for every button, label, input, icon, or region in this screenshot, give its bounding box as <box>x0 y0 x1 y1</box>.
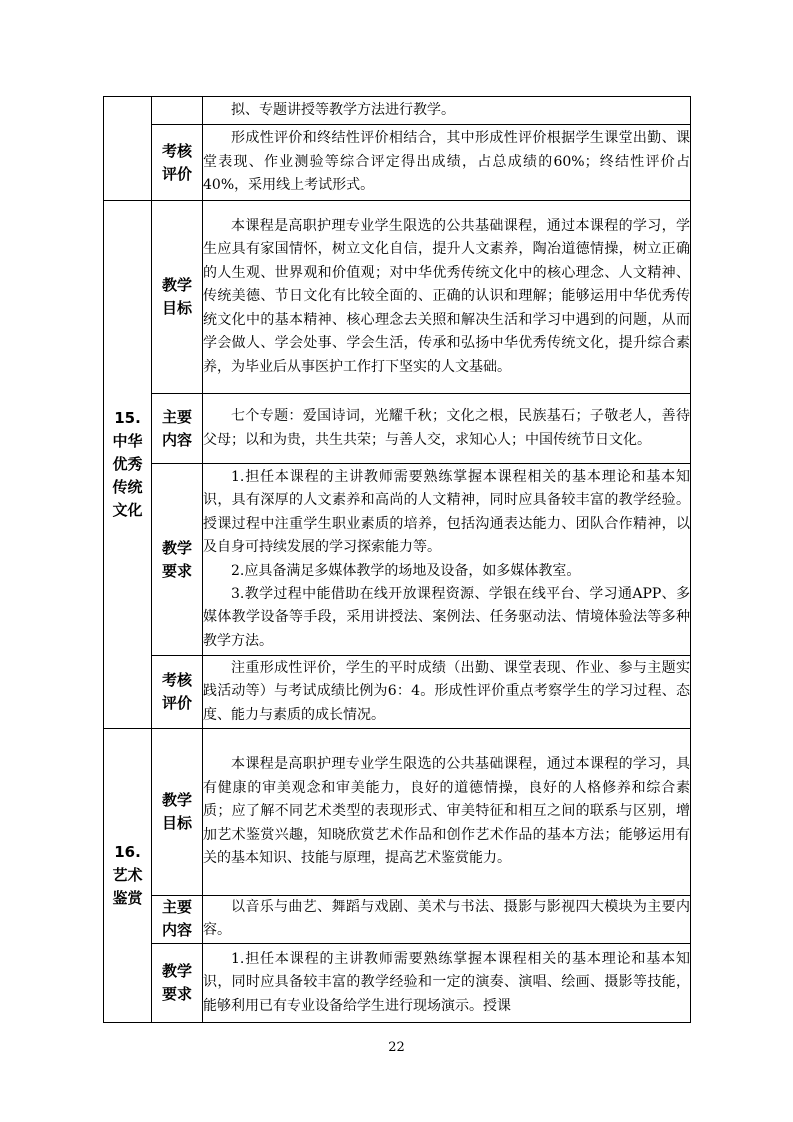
content-paragraph: 七个专题：爱国诗词，光耀千秋；文化之根，民族基石；子敬老人，善待父母；以和为贵，共生共荣；与善人交，求知心人；中国传统节日文化。 <box>203 408 690 448</box>
content-paragraph: 本课程是高职护理专业学生限选的公共基础课程，通过本课程的学习，具有健康的审美观念和审美能力，良好的道德情操，良好的人格修养和综合素质；应了解不同艺术类型的表现形式、审美特征和相互之间的联系与区别，增加艺术鉴赏兴趣，知晓欣赏艺术作品和创作艺术作品的基本方法；能够运用有关的基本知识、技能与原理，提高艺术鉴赏能力。 <box>203 756 690 867</box>
content-cell <box>203 394 691 464</box>
content-cell <box>203 896 691 944</box>
content-paragraph: 注重形成性评价，学生的平时成绩（出勤、课堂表现、作业、参与主题实践活动等）与考试成绩比例为6：4。形成性评价重点考察学生的学习过程、态度、能力与素质的成长情况。 <box>203 659 690 723</box>
row-label: 主要 内容 <box>152 896 203 944</box>
content-cell <box>203 729 691 896</box>
content-paragraph: 1.担任本课程的主讲教师需要熟练掌握本课程相关的基本理论和基本知识，具有深厚的人文素养和高尚的人文精神，同时应具备较丰富的教学经验。授课过程中注重学生职业素质的培养，包括沟通表达能力、团队合作精神，以及自身可持续发展的学习探索能力等。 <box>203 468 690 556</box>
course-name-cell-continued <box>104 97 152 201</box>
page-number: 22 <box>388 1040 405 1055</box>
content-cell <box>203 201 691 394</box>
content-paragraph: 本课程是高职护理专业学生限选的公共基础课程，通过本课程的学习，学生应具有家国情怀，树立文化自信，提升人文素养，陶冶道德情操，树立正确的人生观、世界观和价值观；对中华优秀传统文化中的核心理念、人文精神、传统美德、节日文化有比较全面的、正确的认识和理解；能够运用中华优秀传统文化中的基本精神、核心理念去关照和解决生活和学习中遇到的问题，从而学会做人、学会处事、学会生活，传承和弘扬中华优秀传统文化，提升综合素养，为毕业后从事医护工作打下坚实的人文基础。 <box>203 218 690 375</box>
course-name-cell: 16. 艺术 鉴赏 <box>104 729 152 1023</box>
content-paragraph: 1.担任本课程的主讲教师需要熟练掌握本课程相关的基本理论和基本知识，同时应具备较丰富的教学经验和一定的演奏、演唱、绘画、摄影等技能，能够利用已有专业设备给学生进行现场演示。授课 <box>203 950 690 1014</box>
row-label: 考核 评价 <box>152 125 203 201</box>
course-table <box>103 96 691 1023</box>
content-cell <box>203 943 691 1022</box>
content-paragraph: 以音乐与曲艺、舞蹈与戏剧、美术与书法、摄影与影视四大模块为主要内容。 <box>203 899 690 939</box>
row-label: 教学 要求 <box>152 464 203 656</box>
content-paragraph: 3.教学过程中能借助在线开放课程资源、学银在线平台、学习通APP、多媒体教学设备等手段，采用讲授法、案例法、任务驱动法、情境体验法等多种教学方法。 <box>203 585 690 649</box>
table-row <box>104 943 691 1022</box>
content-paragraph: 形成性评价和终结性评价相结合，其中形成性评价根据学生课堂出勤、课堂表现、作业测验等综合评定得出成绩，占总成绩的60%；终结性评价占40%，采用线上考试形式。 <box>203 130 690 194</box>
content-paragraph: 拟、专题讲授等教学方法进行教学。 <box>231 101 455 118</box>
table-row <box>104 656 691 729</box>
course-table-body <box>104 97 691 1023</box>
table-row <box>104 125 691 201</box>
course-name-cell: 15. 中华 优秀 传统 文化 <box>104 201 152 729</box>
row-label: 教学 要求 <box>152 943 203 1022</box>
content-paragraph: 2.应具备满足多媒体教学的场地及设备，如多媒体教室。 <box>231 562 581 579</box>
table-row <box>104 896 691 944</box>
content-cell <box>203 125 691 201</box>
content-cell <box>203 464 691 656</box>
content-cell <box>203 656 691 729</box>
row-label: 教学 目标 <box>152 201 203 394</box>
table-row <box>104 394 691 464</box>
row-label: 教学 目标 <box>152 729 203 896</box>
table-row <box>104 201 691 394</box>
row-label: 考核 评价 <box>152 656 203 729</box>
table-row <box>104 464 691 656</box>
row-label <box>152 97 203 125</box>
table-row <box>104 729 691 896</box>
table-row <box>104 97 691 125</box>
content-cell <box>203 97 691 125</box>
row-label: 主要 内容 <box>152 394 203 464</box>
